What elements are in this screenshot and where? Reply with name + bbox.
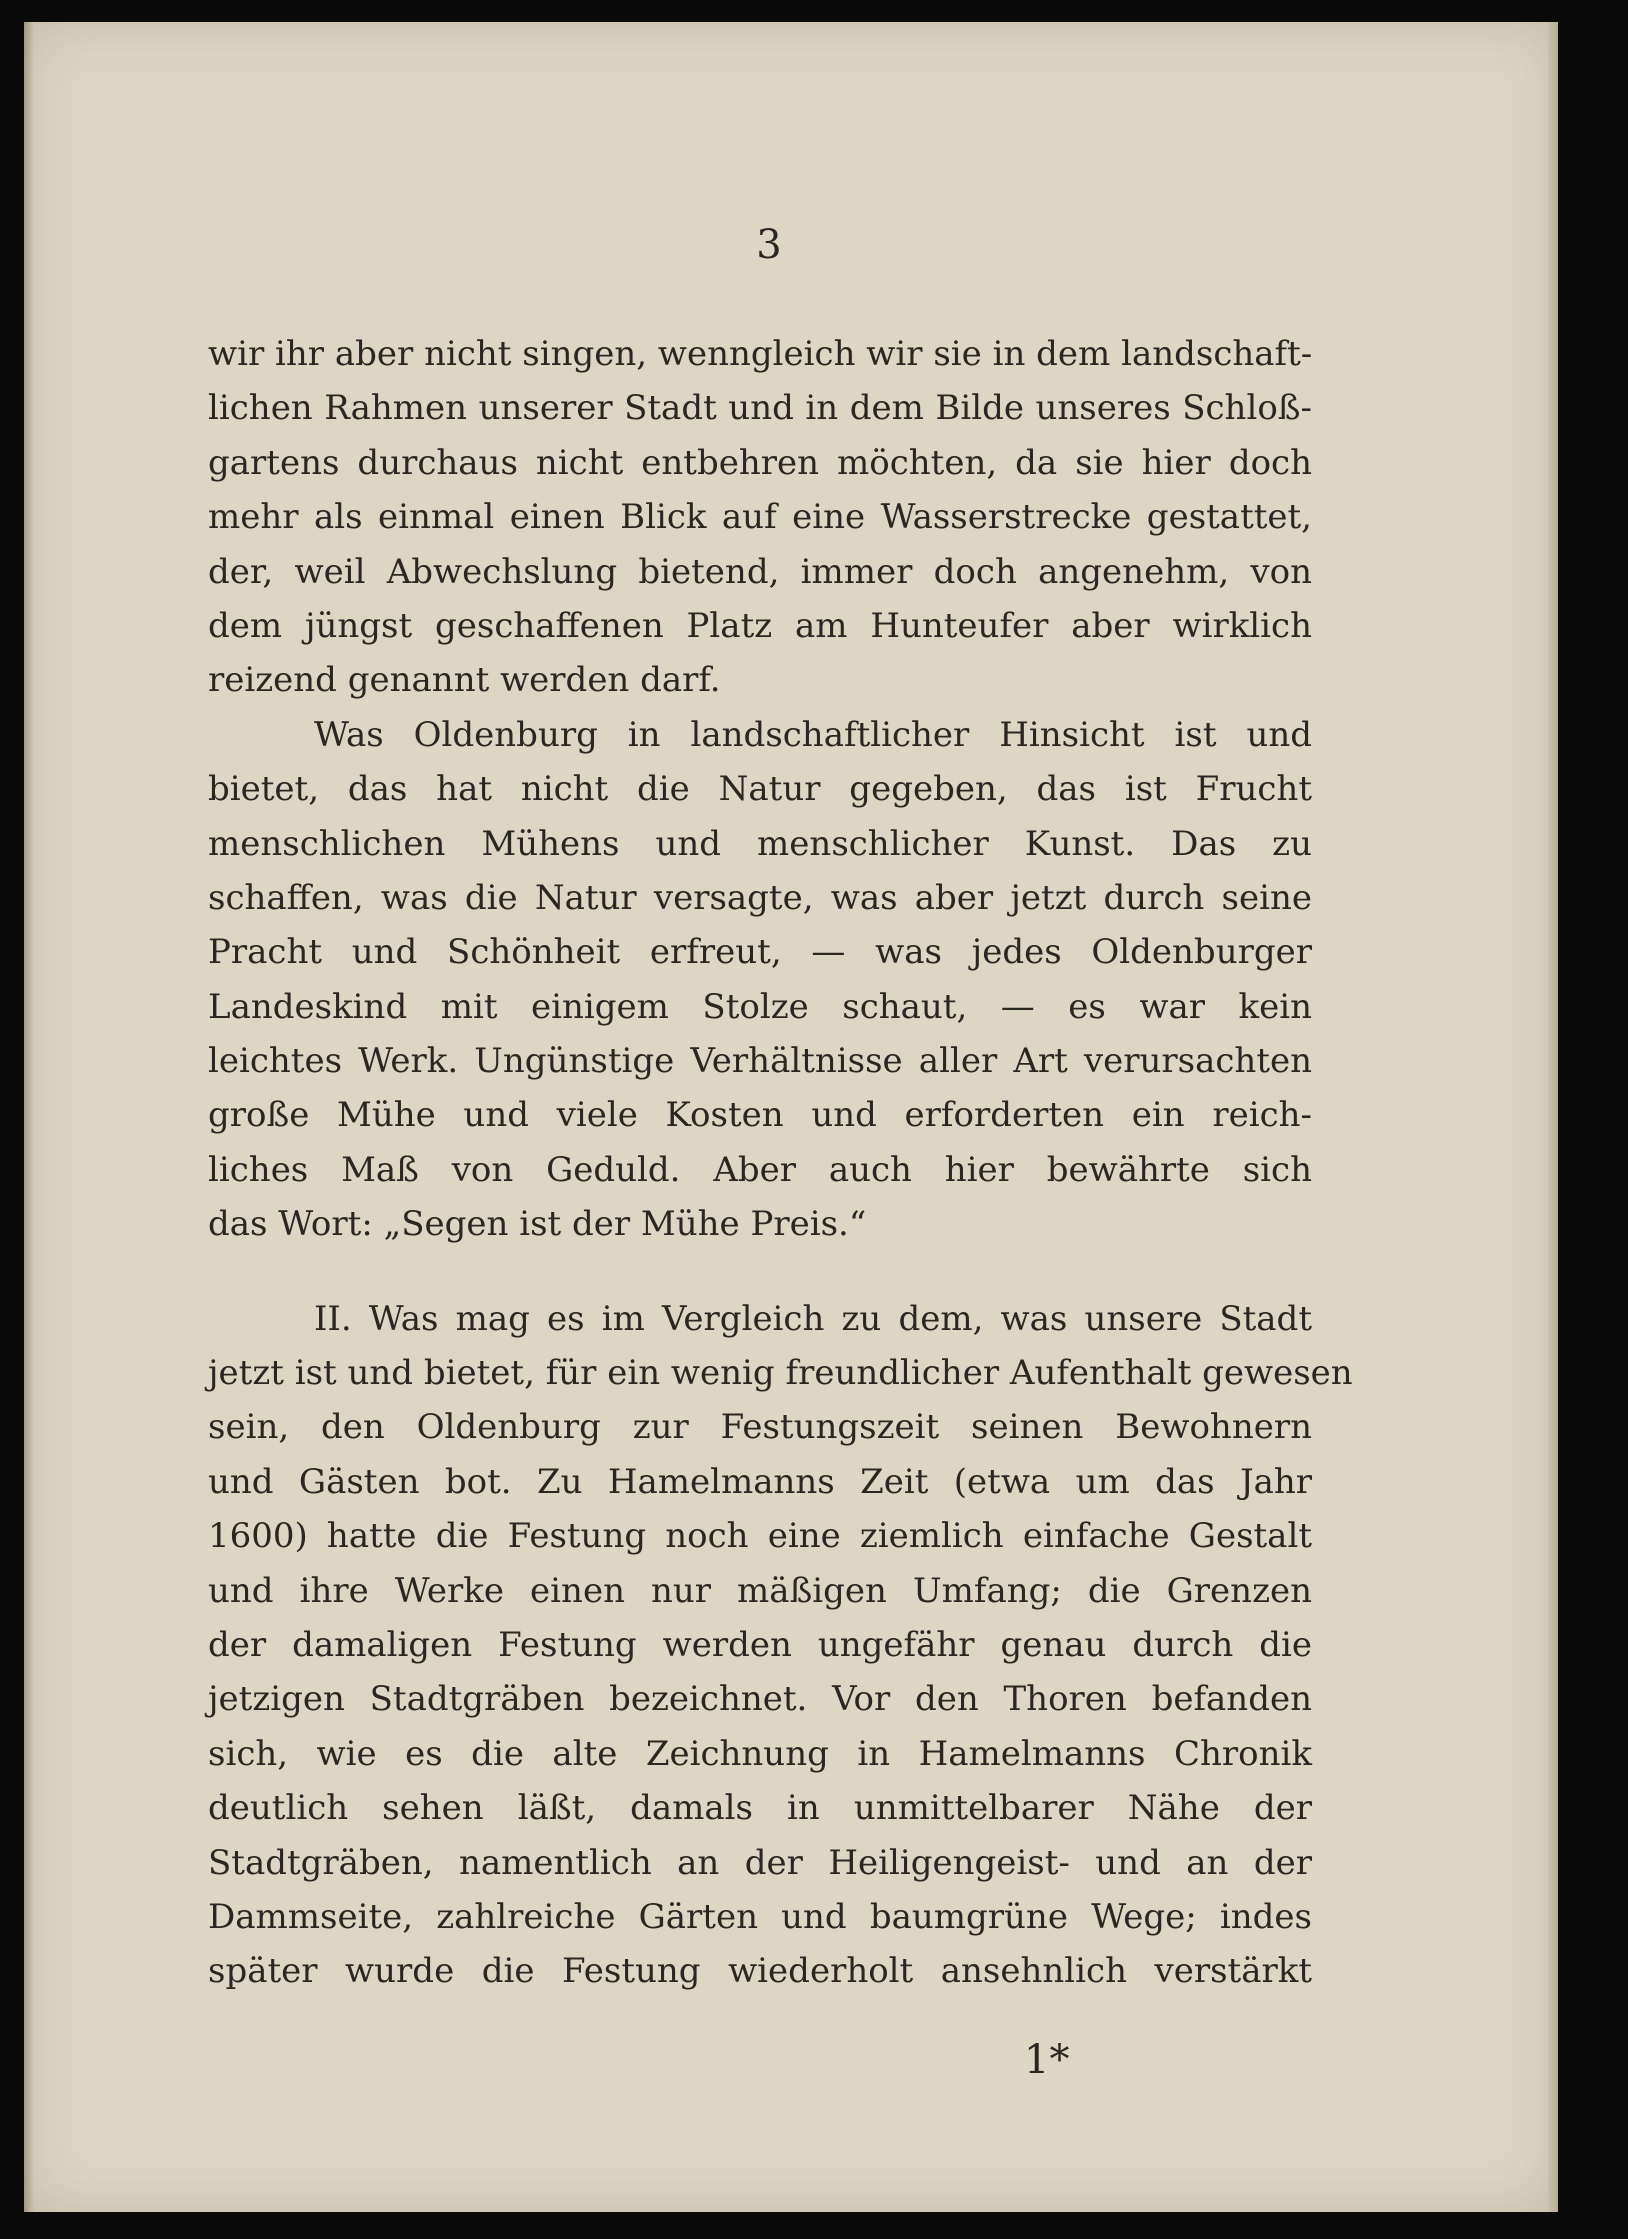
text-line: leichtes Werk. Ungünstige Verhältnisse aller Art verursachten [208, 1041, 1312, 1082]
signature-mark: 1* [1024, 2037, 1070, 2083]
text-line: große Mühe und viele Kosten und erforderten ein reich- [208, 1095, 1312, 1136]
text-line: Dammseite, zahlreiche Gärten und baumgrüne Wege; indes [208, 1896, 1312, 1937]
book-page [24, 22, 1558, 2212]
text-line: der damaligen Festung werden ungefähr genau durch die [208, 1624, 1312, 1665]
body-text [208, 327, 1353, 1999]
text-line: und ihre Werke einen nur mäßigen Umfang; die Grenzen [208, 1570, 1312, 1611]
text-line: Was Oldenburg in landschaftlicher Hinsicht ist und [314, 714, 1312, 755]
text-line: sein, den Oldenburg zur Festungszeit seinen Bewohnern [208, 1407, 1312, 1448]
text-line: bietet, das hat nicht die Natur gegeben, das ist Frucht [208, 769, 1312, 810]
text-line: später wurde die Festung wiederholt ansehnlich verstärkt [208, 1951, 1312, 1992]
text-line: wir ihr aber nicht singen, wenngleich wir sie in dem landschaft- [208, 334, 1313, 374]
text-line: Stadtgräben, namentlich an der Heiligengeist- und an der [208, 1842, 1312, 1883]
text-line: und Gästen bot. Zu Hamelmanns Zeit (etwa um das Jahr [208, 1461, 1312, 1502]
text-line: reizend genannt werden darf. [208, 660, 721, 701]
text-line: jetzigen Stadtgräben bezeichnet. Vor den Thoren befanden [208, 1679, 1312, 1720]
paragraph-section-ii [208, 1292, 1353, 1999]
text-line: dem jüngst geschaffenen Platz am Hunteufer aber wirklich [208, 605, 1312, 646]
text-line: II. Was mag es im Vergleich zu dem, was unsere Stadt [314, 1298, 1312, 1339]
text-line: jetzt ist und bietet, für ein wenig freundlicher Aufenthalt gewesen [208, 1353, 1353, 1394]
page-number: 3 [756, 222, 782, 268]
text-line: das Wort: „Segen ist der Mühe Preis.“ [208, 1204, 867, 1245]
paragraph-1 [208, 327, 1312, 708]
text-line: deutlich sehen läßt, damals in unmittelbarer Nähe der [208, 1788, 1312, 1829]
text-line: 1600) hatte die Festung noch eine ziemlich einfache Gestalt [208, 1516, 1312, 1557]
section-gap [208, 1252, 1312, 1292]
text-line: Landeskind mit einigem Stolze schaut, — es war kein [208, 986, 1312, 1027]
paragraph-2 [208, 708, 1312, 1252]
text-line: der, weil Abwechslung bietend, immer doch angenehm, von [208, 551, 1312, 592]
text-line: menschlichen Mühens und menschlicher Kunst. Das zu [208, 823, 1312, 864]
text-line: mehr als einmal einen Blick auf eine Wasserstrecke gestattet, [208, 497, 1312, 538]
text-line: lichen Rahmen unserer Stadt und in dem Bilde unseres Schloß- [208, 388, 1312, 429]
text-line: gartens durchaus nicht entbehren möchten, da sie hier doch [208, 442, 1312, 483]
text-line: sich, wie es die alte Zeichnung in Hamelmanns Chronik [208, 1733, 1312, 1774]
page-edge [1548, 22, 1558, 2212]
gutter-shadow [24, 22, 34, 2212]
text-line: schaffen, was die Natur versagte, was aber jetzt durch seine [208, 877, 1312, 918]
text-line: liches Maß von Geduld. Aber auch hier bewährte sich [208, 1149, 1312, 1190]
text-line: Pracht und Schönheit erfreut, — was jedes Oldenburger [208, 932, 1312, 973]
